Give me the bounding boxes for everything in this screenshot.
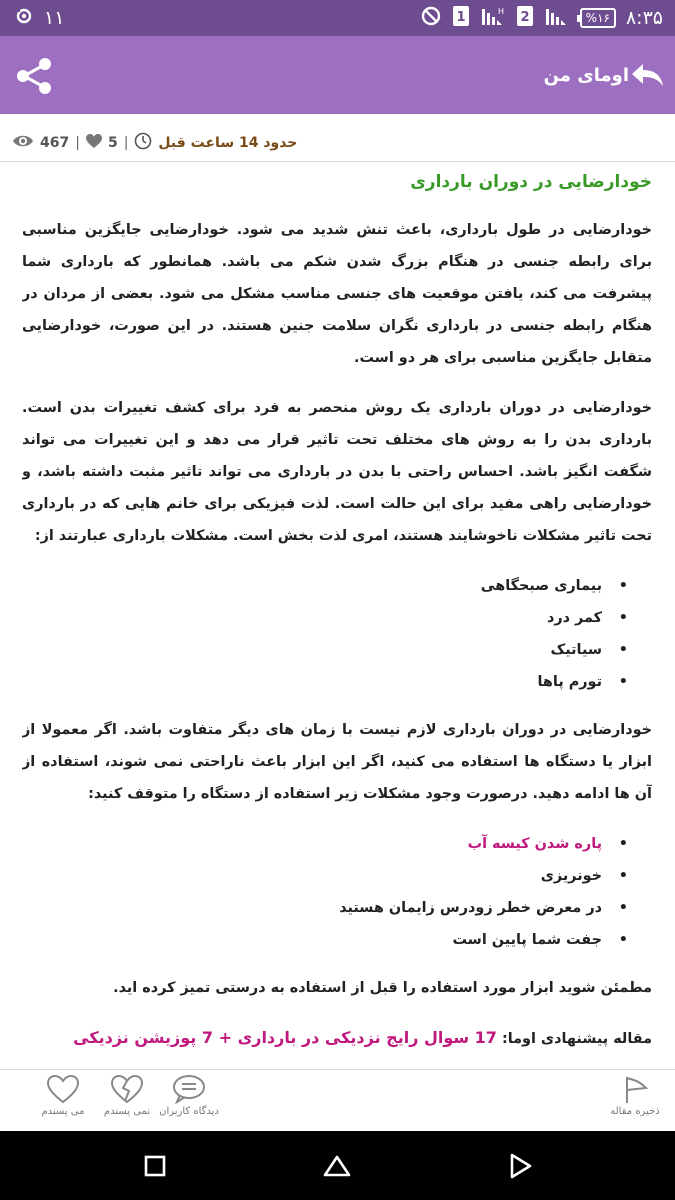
bottom-toolbar	[0, 1069, 675, 1131]
clock: ۸:۳۵	[625, 7, 663, 29]
back-arrow-icon	[629, 56, 669, 96]
broken-heart-icon	[110, 1074, 144, 1104]
comment-icon	[171, 1074, 207, 1104]
battery-indicator: %۱۶	[580, 8, 616, 28]
sim-2-icon	[516, 5, 534, 31]
home-icon	[322, 1151, 352, 1181]
article-body	[22, 164, 652, 1069]
paragraph: خودارضایی در دوران بارداری یک روش منحصر به فرد برای کشف تغییرات بدن است. بارداری بدن را به روش های مختلف تحت تاثیر قرار می دهد و این تغییرات می تواند شگفت انگیز باشد. احساس راحتی با بدن در بارداری می تواند تاثیر مثبت داشته باشد، و خودارضایی راهی مفید برای این حالت است. لذت فیزیکی برای خانم هایی که در بارداری تحت تاثیر مشکلات ناخوشایند هستند، امری لذت بخش است. مشکلات بارداری عبارتند از:	[22, 400, 652, 544]
article-meta	[0, 124, 675, 162]
system-nav-bar	[0, 1131, 675, 1200]
status-bar	[0, 0, 675, 36]
list-item: • خونریزی	[22, 860, 602, 892]
views-icon	[12, 133, 34, 153]
share-button[interactable]	[12, 54, 56, 98]
like-button[interactable]	[30, 1074, 96, 1130]
save-article-button[interactable]	[602, 1074, 668, 1130]
meta-separator: |	[123, 135, 129, 151]
suggested-label: مقاله پیشنهادی اوما:	[501, 1031, 652, 1047]
dnd-icon	[420, 5, 442, 31]
sim-1-icon	[452, 5, 470, 31]
home-button[interactable]	[322, 1151, 352, 1181]
heart-outline-icon	[46, 1074, 80, 1104]
back-button[interactable]	[629, 56, 669, 96]
article-date: حدود 14 ساعت قبل	[158, 135, 298, 151]
views-count: 467	[40, 135, 70, 151]
back-nav-button[interactable]	[505, 1151, 535, 1181]
notification-count: ۱۱	[44, 7, 65, 29]
paragraph: خودارضایی در دوران بارداری لازم نیست با زمان های دیگر متفاوت باشد. اگر معمولا از ابزار یا دستگاه ها استفاده می کنید، اگر این ابزار باعث ناراحتی نمی شوند، استفاده از آن ها ادامه دهید. درصورت وجود مشکلات زیر استفاده از دستگاه را متوقف کنید:	[22, 722, 652, 802]
comments-button[interactable]	[156, 1074, 222, 1130]
dislike-button[interactable]	[94, 1074, 160, 1130]
dislike-label: نمی پسندم	[103, 1106, 151, 1117]
list-item: • در معرض خطر زودرس زایمان هستید	[22, 892, 602, 924]
app-title: اومای من	[543, 64, 629, 86]
status-left	[420, 0, 663, 36]
list-item: • جفت شما پایین است	[22, 924, 602, 956]
signal-h-icon	[480, 5, 506, 31]
meta-stats	[12, 132, 297, 154]
comments-label: دیدگاه کاربران	[159, 1106, 219, 1117]
list-item: • بیماری صبحگاهی	[22, 570, 602, 602]
clock-icon	[134, 132, 152, 154]
bullet-list	[22, 570, 652, 698]
sync-icon	[14, 6, 34, 30]
svg-text:1: 1	[456, 10, 466, 25]
status-right	[14, 0, 64, 36]
meta-separator: |	[75, 135, 80, 151]
flag-icon	[618, 1074, 652, 1104]
list-item: • کمر درد	[22, 602, 602, 634]
triangle-back-icon	[505, 1151, 535, 1181]
signal-icon	[544, 5, 570, 31]
paragraph: خودارضایی در طول بارداری، باعث تنش شدید می شود. خودارضایی جایگزین مناسبی برای رابطه جنسی در هنگام بزرگ شدن شکم می باشد. همانطور که بارداری شما پیشرفت می کند، یافتن موقعیت های جنسی مناسب مشکل می شود. بعضی از مردان در هنگام رابطه جنسی در بارداری نگران سلامت جنین هستند. در این صورت، خودارضایی متقابل جایگزین مناسبی برای هر دو است.	[22, 222, 652, 366]
like-label: می پسندم	[41, 1106, 85, 1117]
article-title: خودارضایی در دوران بارداری	[410, 172, 652, 192]
share-icon	[12, 54, 56, 98]
list-item: • تورم پاها	[22, 666, 602, 698]
suggested-article	[22, 1022, 652, 1055]
likes-count: 5	[107, 135, 118, 151]
app-bar	[0, 36, 675, 114]
bullet-list	[22, 828, 652, 956]
suggested-article-link[interactable]: 17 سوال رایج نزدیکی در بارداری + 7 پوزیشن نزدیکی	[73, 1028, 497, 1047]
recents-button[interactable]	[140, 1151, 170, 1181]
heart-icon	[86, 134, 102, 153]
square-icon	[140, 1151, 170, 1181]
save-label: ذخیره مقاله	[610, 1106, 660, 1117]
list-item-link[interactable]: • پاره شدن کیسه آب	[22, 828, 602, 860]
paragraph: مطمئن شوید ابزار مورد استفاده را قبل از استفاده به درستی تمیز کرده اید.	[113, 980, 652, 996]
svg-text:2: 2	[520, 10, 530, 25]
list-item: • سیاتیک	[22, 634, 602, 666]
svg-text:H: H	[497, 7, 504, 16]
